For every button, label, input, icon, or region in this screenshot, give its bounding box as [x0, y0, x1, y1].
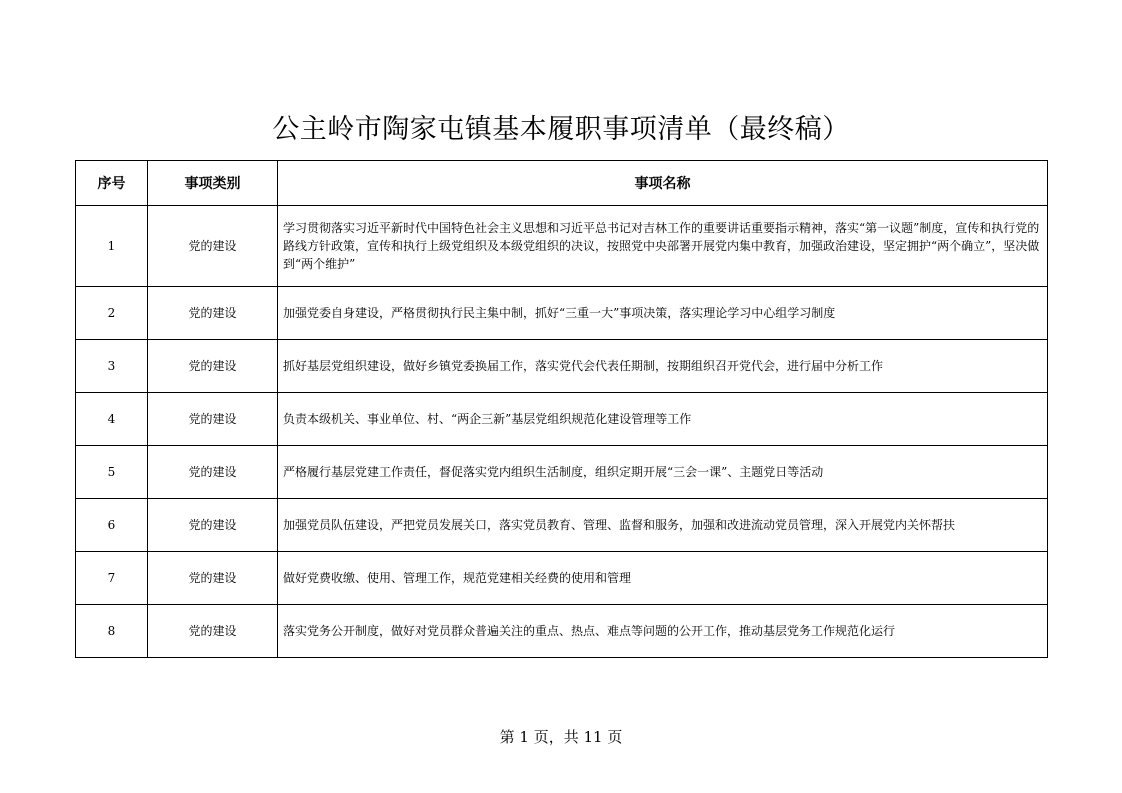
row-category: 党的建设: [148, 446, 278, 499]
table-row: [76, 206, 1048, 287]
row-name: 严格履行基层党建工作责任，督促落实党内组织生活制度，组织定期开展“三会一课”、主题党日等活动: [278, 446, 1048, 499]
table-header-row: [76, 161, 1048, 206]
row-category: 党的建设: [148, 499, 278, 552]
row-name: 抓好基层党组织建设，做好乡镇党委换届工作，落实党代会代表任期制，按期组织召开党代会，进行届中分析工作: [278, 340, 1048, 393]
row-no: 1: [76, 206, 148, 287]
row-name: 加强党员队伍建设，严把党员发展关口，落实党员教育、管理、监督和服务，加强和改进流动党员管理，深入开展党内关怀帮扶: [278, 499, 1048, 552]
table-row: [76, 552, 1048, 605]
row-category: 党的建设: [148, 605, 278, 658]
row-no: 5: [76, 446, 148, 499]
document-title: 公主岭市陶家屯镇基本履职事项清单（最终稿）: [272, 114, 850, 145]
row-name: 加强党委自身建设，严格贯彻执行民主集中制，抓好“三重一大”事项决策，落实理论学习中心组学习制度: [278, 287, 1048, 340]
row-name: 负责本级机关、事业单位、村、“两企三新”基层党组织规范化建设管理等工作: [278, 393, 1048, 446]
row-category: 党的建设: [148, 552, 278, 605]
page-number: 第 1 页，共 11 页: [499, 728, 623, 746]
row-name: 学习贯彻落实习近平新时代中国特色社会主义思想和习近平总书记对吉林工作的重要讲话重要指示精神，落实“第一议题”制度，宣传和执行党的路线方针政策，宣传和执行上级党组织及本级党组织的决议，按照党中央部署开展党内集中教育，加强政治建设，坚定拥护“两个确立”，坚决做到“两个维护”: [278, 206, 1048, 287]
row-no: 8: [76, 605, 148, 658]
table-row: [76, 446, 1048, 499]
row-no: 6: [76, 499, 148, 552]
header-category: 事项类别: [148, 161, 278, 206]
row-name: 落实党务公开制度，做好对党员群众普遍关注的重点、热点、难点等问题的公开工作，推动基层党务工作规范化运行: [278, 605, 1048, 658]
duty-items-table: [75, 160, 1048, 658]
table-row: [76, 287, 1048, 340]
table-row: [76, 605, 1048, 658]
row-no: 2: [76, 287, 148, 340]
table-row: [76, 393, 1048, 446]
table-row: [76, 340, 1048, 393]
row-category: 党的建设: [148, 206, 278, 287]
header-no: 序号: [76, 161, 148, 206]
table-row: [76, 499, 1048, 552]
row-no: 7: [76, 552, 148, 605]
header-name: 事项名称: [278, 161, 1048, 206]
row-no: 4: [76, 393, 148, 446]
row-name: 做好党费收缴、使用、管理工作，规范党建相关经费的使用和管理: [278, 552, 1048, 605]
row-no: 3: [76, 340, 148, 393]
row-category: 党的建设: [148, 287, 278, 340]
row-category: 党的建设: [148, 340, 278, 393]
row-category: 党的建设: [148, 393, 278, 446]
